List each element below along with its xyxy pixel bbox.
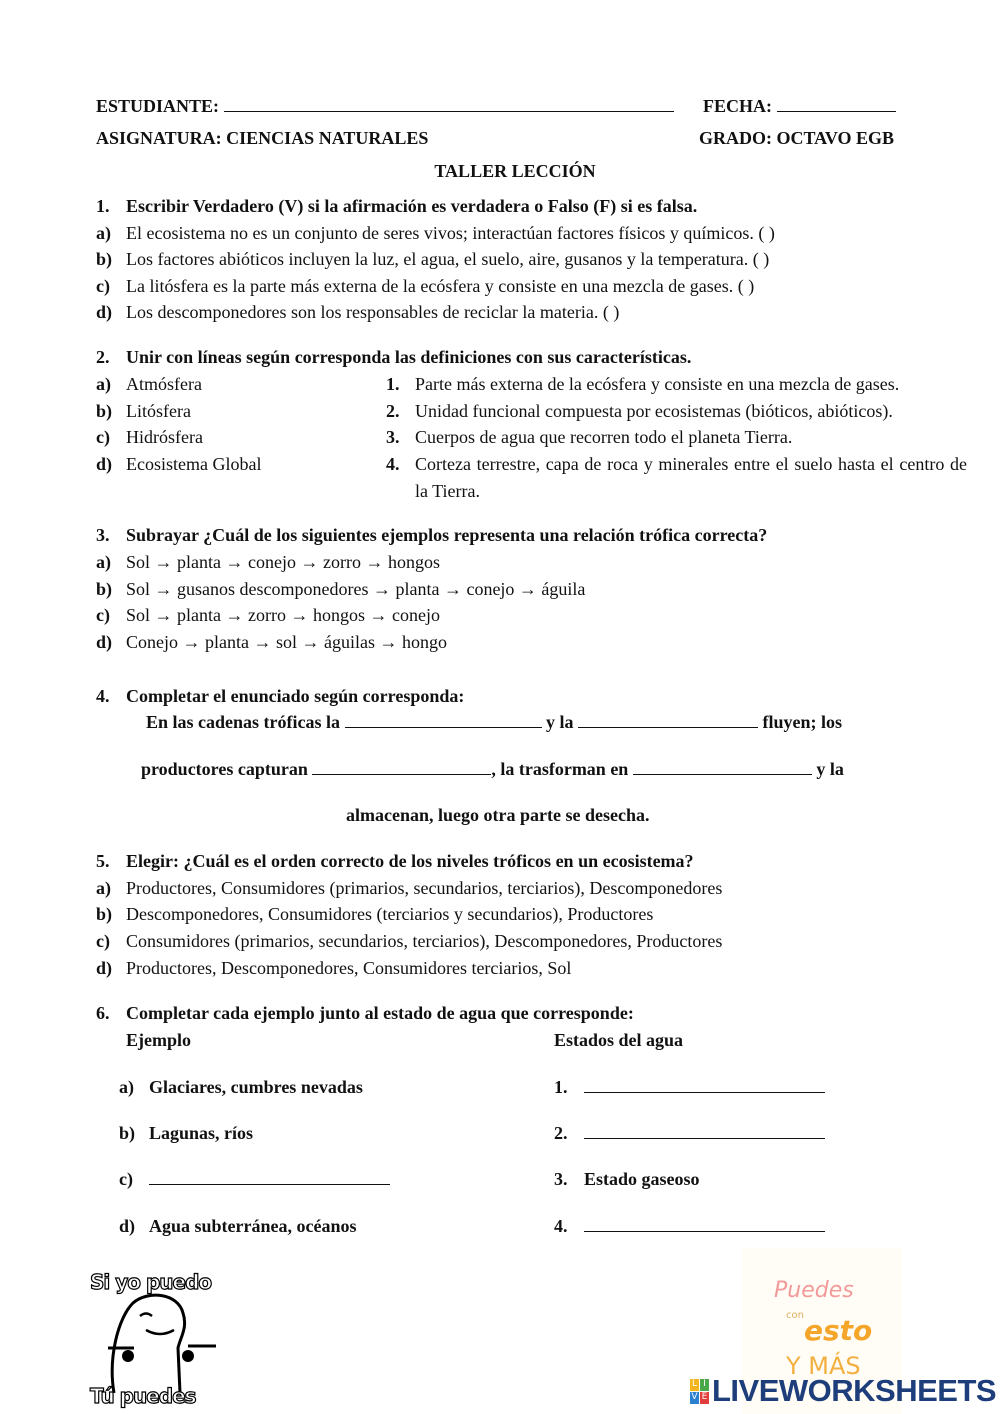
q3-option-label: b) (96, 579, 113, 599)
q2-term-label: a) (96, 374, 111, 394)
q2-definition-label: 3. (386, 427, 400, 447)
q3-option-label: a) (96, 552, 111, 572)
liveworksheets-logo-icon (690, 1379, 709, 1404)
q2-term-text: Hidrósfera (126, 427, 203, 447)
q2-definition-label: 4. (386, 454, 400, 474)
q3-option-label: c) (96, 605, 110, 625)
q1-item-text: La litósfera es la parte más externa de la ecósfera y consiste en una mezcla de gases. ( ) (126, 276, 755, 296)
q3-option-text: Sol → gusanos descomponedores → planta → conejo → águila (126, 579, 586, 599)
q5-prompt: Elegir: ¿Cuál es el orden correcto de los niveles tróficos en un ecosistema? (126, 851, 694, 871)
q5-number: 5. (96, 851, 110, 871)
page-title: TALLER LECCIÓN (434, 161, 596, 181)
q6-state-blank[interactable] (584, 1215, 825, 1232)
q6-example-text: Lagunas, ríos (149, 1123, 254, 1143)
q2-term-label: b) (96, 401, 113, 421)
q6-state-text: Estado gaseoso (584, 1169, 700, 1189)
q4-blank-1[interactable] (345, 711, 542, 728)
text: , la trasforman en (491, 759, 629, 779)
q4-sentence-line2 (141, 757, 844, 781)
q2-term-text: Litósfera (126, 401, 191, 421)
q1-item-text: Los factores abióticos incluyen la luz, el agua, el suelo, aire, gusanos y la temperatura. ( ) (126, 249, 770, 269)
q4-prompt: Completar el enunciado según corresponda: (126, 686, 465, 706)
logo-letter: V (691, 1391, 698, 1402)
q2-prompt: Unir con líneas según corresponda las definiciones con sus características. (126, 347, 692, 367)
q5-option-label: b) (96, 904, 113, 924)
subject: ASIGNATURA: CIENCIAS NATURALES (96, 128, 429, 148)
q6-example-label: d) (119, 1216, 136, 1236)
q3-option-label: d) (96, 632, 113, 652)
q6-state-label: 3. (554, 1169, 568, 1189)
q6-example-blank[interactable] (149, 1168, 390, 1185)
q6-example-text (149, 1167, 390, 1191)
liveworksheets-watermark (690, 1374, 996, 1408)
q6-prompt: Completar cada ejemplo junto al estado de agua que corresponde: (126, 1003, 634, 1023)
q4-sentence-line3: almacenan, luego otra parte se desecha. (346, 805, 650, 825)
q4-blank-3[interactable] (312, 758, 491, 775)
q1-item-label: d) (96, 302, 113, 322)
q4-sentence-line1 (146, 710, 842, 734)
q5-option-text: Descomponedores, Consumidores (terciarios y secundarios), Productores (126, 904, 654, 924)
q6-state-blank[interactable] (584, 1076, 825, 1093)
q3-prompt: Subrayar ¿Cuál de los siguientes ejemplos representa una relación trófica correcta? (126, 525, 768, 545)
q6-number: 6. (96, 1003, 110, 1023)
q6-state-blank[interactable] (584, 1122, 825, 1139)
q6-state-label: 1. (554, 1077, 568, 1097)
watermark-text: LIVEWORKSHEETS (712, 1373, 997, 1408)
q5-option-text: Productores, Descomponedores, Consumidores terciarios, Sol (126, 958, 572, 978)
q2-term-label: c) (96, 427, 110, 447)
q4-blank-4[interactable] (633, 758, 812, 775)
q4-blank-2[interactable] (578, 711, 758, 728)
q1-item-text: El ecosistema no es un conjunto de seres vivos; interactúan factores físicos y químicos. ( ) (126, 223, 775, 243)
q3-number: 3. (96, 525, 110, 545)
q1-item-label: c) (96, 276, 110, 296)
q2-definition-label: 1. (386, 374, 400, 394)
poster-text: Puedes (774, 1278, 854, 1303)
meme-bottom-text: Tú puedes (90, 1384, 196, 1408)
q1-item-label: a) (96, 223, 111, 243)
poster-text: esto (804, 1314, 873, 1347)
q1-item-label: b) (96, 249, 113, 269)
q6-example-label: a) (119, 1077, 134, 1097)
q6-column-states: Estados del agua (554, 1030, 684, 1050)
date-label: FECHA: (703, 96, 772, 116)
q5-option-text: Consumidores (primarios, secundarios, terciarios), Descomponedores, Productores (126, 931, 723, 951)
text: fluyen; los (762, 712, 843, 732)
logo-letter: E (701, 1391, 708, 1402)
q2-definition-text: Unidad funcional compuesta por ecosistemas (bióticos, abióticos). (415, 401, 893, 421)
meme-image (88, 1268, 238, 1414)
logo-letter: I (700, 1379, 709, 1391)
q1-prompt: Escribir Verdadero (V) si la afirmación es verdadera o Falso (F) si es falsa. (126, 196, 698, 216)
q1-number: 1. (96, 196, 110, 216)
q6-example-label: b) (119, 1123, 136, 1143)
q2-definition-text: Cuerpos de agua que recorren todo el planeta Tierra. (415, 427, 793, 447)
student-name-blank[interactable] (224, 95, 674, 112)
text: y la (546, 712, 574, 732)
q2-definition-text: Corteza terrestre, capa de roca y minerales entre el suelo hasta el centro de la Tierra. (415, 454, 967, 501)
student-field (96, 94, 674, 118)
q2-definition-text: Parte más externa de la ecósfera y consiste en una mezcla de gases. (415, 374, 900, 394)
q2-number: 2. (96, 347, 110, 367)
grade: GRADO: OCTAVO EGB (699, 128, 894, 148)
date-field (703, 94, 896, 118)
poster-text: con (786, 1310, 804, 1321)
q1-item-text: Los descomponedores son los responsables de reciclar la materia. ( ) (126, 302, 620, 322)
text: y la (816, 759, 844, 779)
q2-term-text: Atmósfera (126, 374, 202, 394)
q5-option-text: Productores, Consumidores (primarios, secundarios, terciarios), Descomponedores (126, 878, 723, 898)
q6-state-text (584, 1121, 825, 1145)
text: productores capturan (141, 759, 308, 779)
q3-option-text: Sol → planta → zorro → hongos → conejo (126, 605, 440, 625)
poster-text: Y MÁS (786, 1352, 861, 1380)
q3-option-text: Sol → planta → conejo → zorro → hongos (126, 552, 440, 572)
q6-state-text (584, 1075, 825, 1099)
q5-option-label: a) (96, 878, 111, 898)
q6-state-label: 4. (554, 1216, 568, 1236)
q2-definition-label: 2. (386, 401, 400, 421)
q6-example-text: Glaciares, cumbres nevadas (149, 1077, 363, 1097)
meme-top-text: Si yo puedo (90, 1270, 212, 1294)
q6-example-label: c) (119, 1169, 133, 1189)
q5-option-label: d) (96, 958, 113, 978)
q4-number: 4. (96, 686, 110, 706)
q2-term-text: Ecosistema Global (126, 454, 262, 474)
q6-example-text: Agua subterránea, océanos (149, 1216, 357, 1236)
q6-column-example: Ejemplo (126, 1030, 191, 1050)
logo-letter: L (691, 1378, 697, 1389)
text: En las cadenas tróficas la (146, 712, 341, 732)
q6-state-label: 2. (554, 1123, 568, 1143)
q2-term-label: d) (96, 454, 113, 474)
q6-state-text (584, 1214, 825, 1238)
q5-option-label: c) (96, 931, 110, 951)
student-label: ESTUDIANTE: (96, 96, 220, 116)
q3-option-text: Conejo → planta → sol → águilas → hongo (126, 632, 447, 652)
date-blank[interactable] (777, 95, 896, 112)
